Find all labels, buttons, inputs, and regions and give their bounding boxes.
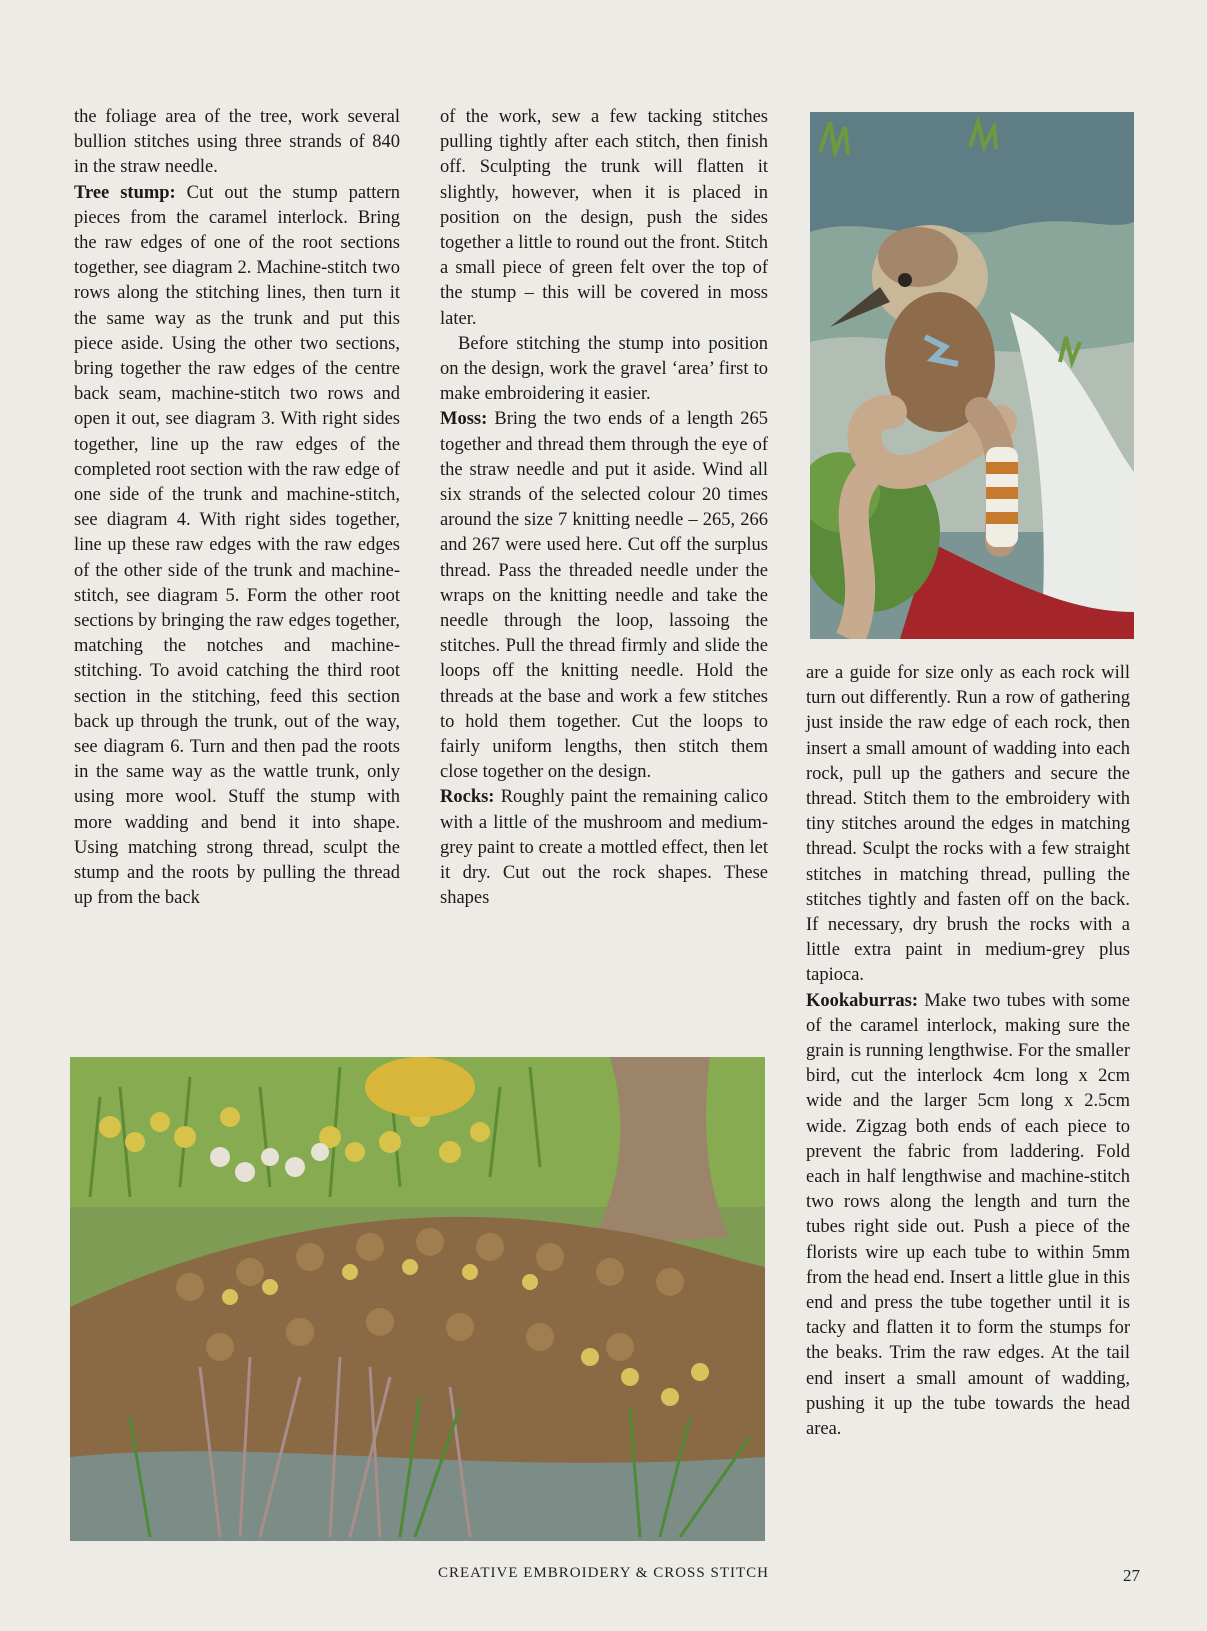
- page-number: 27: [1123, 1566, 1140, 1585]
- paragraph: the foliage area of the tree, work several bullion stitches using three strands of 840 in the straw needle.: [74, 107, 400, 178]
- text-column-2: [440, 105, 768, 912]
- paragraph-moss: [440, 407, 768, 785]
- paragraph-body: Bring the two ends of a length 265 together and thread them through the eye of the straw needle and put it aside. Wind all six strands of the selected colour 20 times around the size 7 knitting needle – 265, 266 and 267 were used here. Cut off the surplus thread. Pass the threaded needle under the wraps on the knitting needle and take the needle through the loop, lassoing the stitches. Pull the thread firmly and slide the loops off the knitting needle. Hold the threads at the base and work a few stitches to hold them together. Cut the loops to fairly uniform lengths, then stitch them close together on the design.: [440, 409, 768, 783]
- paragraph-kookaburras: [806, 989, 1130, 1443]
- embroidery-illustration: [70, 1057, 765, 1541]
- kookaburra-illustration: [810, 112, 1134, 639]
- text-column-3: [806, 661, 1130, 1442]
- paragraph: of the work, sew a few tacking stitches pulling tightly after each stitch, then finish off. Sculpting the trunk will flatten it slightly, however, when it is placed in position on the design, push the sides together a little to round out the front. Stitch a small piece of green felt over the top of the stump – this will be covered in moss later.: [440, 107, 768, 329]
- paragraph-tree-stump: [74, 181, 400, 912]
- paragraph-rocks: [440, 785, 768, 911]
- subheading-kookaburras: Kookaburras:: [806, 990, 919, 1011]
- paragraph-body: Cut out the stump pattern pieces from the caramel interlock. Bring the raw edges of one of the root sections together, see diagram 2. Machine-stitch two rows along the stitching lines, then turn it the same way as the trunk and put this piece aside. Using the other two sections, bring together the raw edges of the centre back seam, machine-stitch two rows and open it out, see diagram 3. With right sides together, line up the raw edges of the completed root section with the raw edge of one side of the trunk and machine-stitch, see diagram 4. With right sides together, line up these raw edges with the raw edges of the other side of the trunk and machine-stitch, see diagram 5. Form the other root sections by bringing the raw edges together, matching the notches and machine-stitching. To avoid catching the third root section in the stitching, feed this section back up through the trunk, out of the way, see diagram 6. Turn and then pad the roots in the same way as the wattle trunk, only using more wool. Stuff the stump with more wadding and bend it into shape. Using matching strong thread, sculpt the stump and the roots by pulling the thread up from the back: [74, 182, 400, 909]
- paragraph: Before stitching the stump into position on the design, work the gravel ‘area’ first to make embroidering it easier.: [440, 333, 768, 405]
- subheading-moss: Moss:: [440, 409, 488, 430]
- paragraph-body: Roughly paint the remaining calico with a little of the mushroom and medium-grey paint to create a mottled effect, then let it dry. Cut out the rock shapes. These shapes: [440, 787, 768, 909]
- paragraph-body: Make two tubes with some of the caramel interlock, making sure the grain is running lengthwise. For the smaller bird, cut the interlock 4cm long x 2cm wide and the larger 5cm long x 2.5cm wide. Zigzag both ends of each piece to prevent the fabric from laddering. Fold each in half lengthwise and machine-stitch two rows along the length and turn the tubes right side out. Push a piece of the florists wire up each tube to within 5mm from the head end. Insert a little glue in this end and press the tube together until it is tacky and flatten it to form the stumps for the beaks. Trim the raw edges. At the tail end insert a small amount of wadding, pushing it up the tube towards the head area.: [806, 990, 1130, 1440]
- paragraph: are a guide for size only as each rock will turn out differently. Run a row of gathering just inside the raw edge of each rock, then insert a small amount of wadding into each rock, pull up the gathers and secure the thread. Stitch them to the embroidery with tiny stitches around the edges in matching thread. Sculpt the rocks with a few straight stitches in matching thread, pulling the stitches tightly and fasten off on the back. If necessary, dry brush the rocks with a little extra paint in medium-grey plus tapioca.: [806, 663, 1130, 986]
- magazine-footer-title: CREATIVE EMBROIDERY & CROSS STITCH: [438, 1565, 769, 1581]
- kookaburra-photo: [810, 112, 1134, 639]
- subheading-rocks: Rocks:: [440, 787, 495, 808]
- embroidery-detail-photo: [70, 1057, 765, 1541]
- subheading-tree-stump: Tree stump:: [74, 182, 176, 203]
- text-column-1: [74, 105, 400, 912]
